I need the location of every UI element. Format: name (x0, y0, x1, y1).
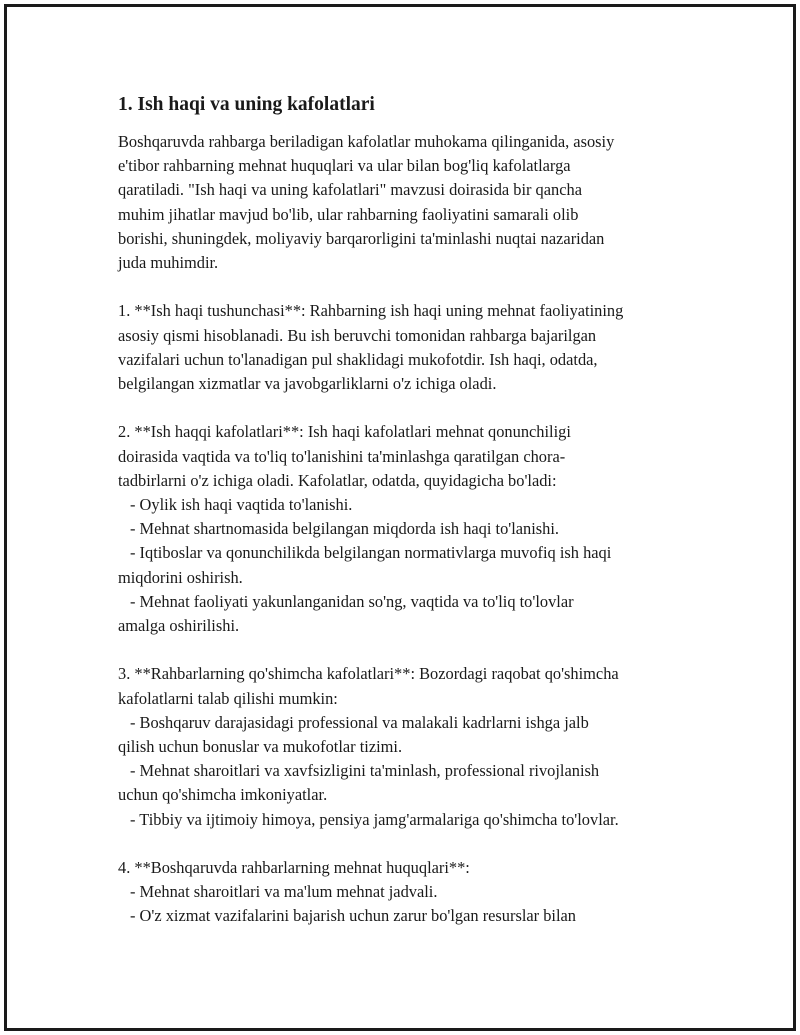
list-item: - Boshqaruv darajasidagi professional va malakali kadrlarni ishga jalb (130, 712, 589, 732)
document-body (118, 92, 718, 953)
text-line: Boshqaruvda rahbarga beriladigan kafolatlar muhokama qilinganida, asosiy (118, 132, 615, 151)
text-line: tadbirlarni o'z ichiga oladi. Kafolatlar, odatda, quyidagicha bo'ladi: (118, 470, 557, 490)
list-item-continuation: amalga oshirilishi. (118, 616, 240, 636)
list-item-continuation: miqdorini oshirish. (118, 567, 243, 587)
list-item: - Mehnat sharoitlari va xavfsizligini ta'minlash, professional rivojlanish (130, 761, 600, 781)
list-item-continuation: uchun qo'shimcha imkoniyatlar. (118, 785, 328, 805)
intro-paragraph (118, 130, 718, 275)
text-line: 3. **Rahbarlarning qo'shimcha kafolatlari**: Bozordagi raqobat qo'shimcha (118, 664, 619, 684)
list-item: - O'z xizmat vazifalarini bajarish uchun zarur bo'lgan resurslar bilan (130, 906, 576, 926)
text-line: 1. **Ish haqi tushunchasi**: Rahbarning ish haqi uning mehnat faoliyatining (118, 301, 624, 321)
text-line: muhim jihatlar mavjud bo'lib, ular rahbarning faoliyatini samarali olib (118, 204, 579, 224)
text-line: 2. **Ish haqqi kafolatlari**: Ish haqi kafolatlari mehnat qonunchiligi (118, 422, 571, 442)
list-item: - Oylik ish haqi vaqtida to'lanishi. (130, 495, 353, 515)
list-item: - Mehnat shartnomasida belgilangan miqdorda ish haqi to'lanishi. (130, 519, 560, 539)
section-3-paragraph (118, 662, 718, 831)
section-1-paragraph (118, 299, 718, 396)
text-line: belgilangan xizmatlar va javobgarliklarni o'z ichiga oladi. (118, 374, 497, 394)
list-item: - Tibbiy va ijtimoiy himoya, pensiya jamg'armalariga qo'shimcha to'lovlar. (130, 809, 619, 829)
list-item: - Mehnat faoliyati yakunlanganidan so'ng, vaqtida va to'liq to'lovlar (130, 591, 574, 611)
text-line: 4. **Boshqaruvda rahbarlarning mehnat huquqlari**: (118, 858, 470, 878)
list-item: - Iqtiboslar va qonunchilikda belgilangan normativlarga muvofiq ish haqi (130, 543, 612, 563)
list-item-continuation: qilish uchun bonuslar va mukofotlar tizimi. (118, 737, 403, 757)
document-title: 1. Ish haqi va uning kafolatlari (118, 94, 375, 115)
section-4-paragraph (118, 856, 718, 929)
text-line: vazifalari uchun to'lanadigan pul shaklidagi mukofotdir. Ish haqi, odatda, (118, 349, 598, 369)
section-2-paragraph (118, 420, 718, 638)
text-line: kafolatlarni talab qilishi mumkin: (118, 688, 338, 708)
text-line: qaratiladi. "Ish haqi va uning kafolatlari" mavzusi doirasida bir qancha (118, 180, 582, 200)
text-line: juda muhimdir. (118, 253, 219, 273)
list-item: - Mehnat sharoitlari va ma'lum mehnat jadvali. (130, 882, 438, 902)
text-line: borishi, shuningdek, moliyaviy barqarorligini ta'minlashi nuqtai nazaridan (118, 228, 605, 248)
text-line: e'tibor rahbarning mehnat huquqlari va ular bilan bog'liq kafolatlarga (118, 156, 571, 176)
text-line: doirasida vaqtida va to'liq to'lanishini ta'minlashga qaratilgan chora- (118, 446, 566, 466)
text-line: asosiy qismi hisoblanadi. Bu ish beruvchi tomonidan rahbarga bajarilgan (118, 325, 597, 345)
